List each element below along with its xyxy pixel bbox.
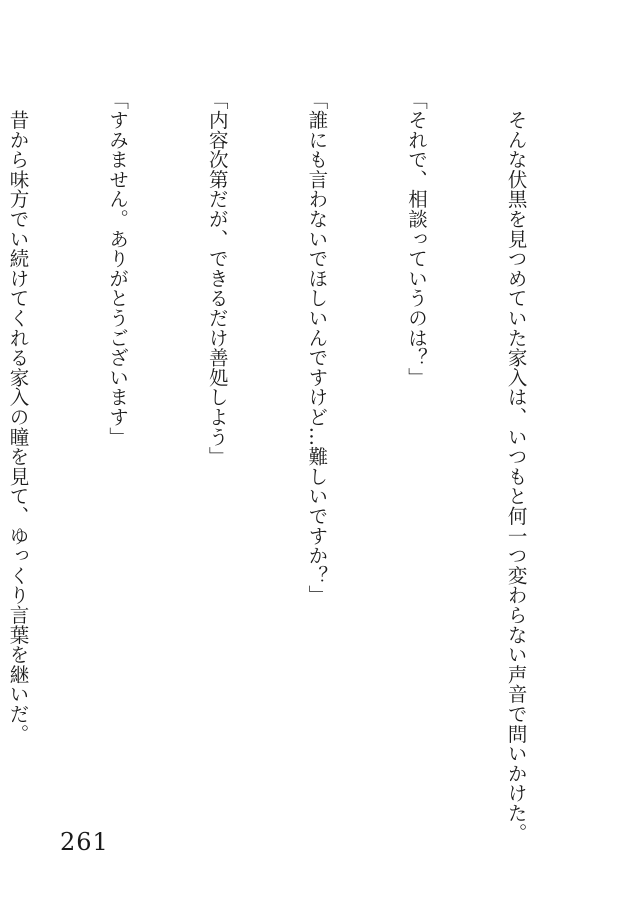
text-line: そんな伏黒を見つめていた家入は、いつもと何一つ変わらない声音で問いかけた。	[504, 90, 528, 843]
page-number: 261	[60, 828, 109, 856]
text-line: 「それで、相談っていうのは？」	[404, 90, 428, 387]
text-line: 昔から味方でい続けてくれる家入の瞳を見て、ゆっくり言葉を継いだ。	[6, 90, 30, 744]
vertical-text-body	[0, 90, 599, 850]
text-line: 「すみません。ありがとうございます」	[106, 90, 130, 447]
text-line: 「誰にも言わないでほしいんですけど…難しいですか？」	[305, 90, 329, 605]
text-line: 「内容次第だが、できるだけ善処しよう」	[205, 90, 229, 467]
